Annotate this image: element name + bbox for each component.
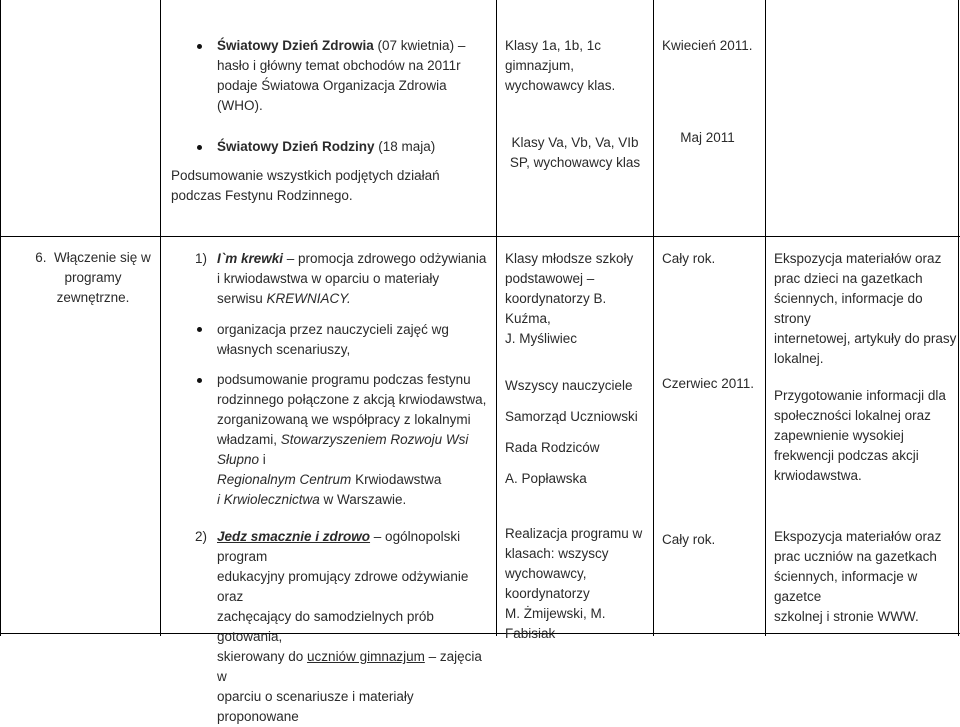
event-summary: Podsumowanie wszystkich podjętych działań podczas Festynu Rodzinnego. bbox=[171, 168, 440, 203]
date-cell: Cały rok. bbox=[662, 532, 716, 547]
event-title: Światowy Dzień Zdrowia bbox=[217, 38, 374, 53]
result-cell: Ekspozycja materiałów oraz prac dzieci na gazetkach ściennych, informacje do strony internetowej, artykuły do prasy lokalnej. bbox=[774, 251, 957, 366]
bullet-icon bbox=[197, 44, 202, 49]
program-source: KREWNIACY. bbox=[266, 291, 351, 306]
result-cell: Przygotowanie informacji dla społeczności lokalnej oraz zapewnienie wysokiej frekwencji podczas akcji krwiodawstwa. bbox=[774, 388, 946, 483]
bullet-icon bbox=[197, 145, 202, 150]
responsible-cell bbox=[505, 36, 645, 96]
task-number: 2) bbox=[195, 529, 208, 544]
task-subitem: podsumowanie programu podczas festynu rodzinnego połączone z akcją krwiodawstwa, zorganizowaną we współpracy z lokalnymi władzami, Stowarzyszeniem Rozwoju Wsi Słupno i Regionalnym Centrum Krwiodawstwa i Krwiolecznictwa w Warszawie. bbox=[217, 372, 487, 507]
responsible-cell: Realizacja programu w klasach: wszyscy wychowawcy, koordynatorzy M. Żmijewski, M. Fabisiak bbox=[505, 526, 643, 641]
task-subitem: organizacja przez nauczycieli zajęć wg własnych scenariuszy, bbox=[217, 322, 449, 357]
table-row-divider bbox=[0, 236, 960, 237]
program-title: Jedz smacznie i zdrowo bbox=[217, 529, 371, 544]
event-cell bbox=[217, 36, 487, 116]
event-cell bbox=[217, 137, 487, 157]
table-left-border bbox=[0, 0, 1, 636]
responsible-cell: Klasy młodsze szkoły podstawowej – koordynatorzy B. Kuźma, J. Myśliwiec bbox=[505, 251, 634, 346]
responsible-cell: Wszyscy nauczyciele Samorząd Uczniowski Rada Rodziców A. Popławska bbox=[505, 378, 638, 486]
bullet-icon bbox=[197, 378, 202, 383]
item-name: Włączenie się w programy zewnętrzne. bbox=[54, 250, 151, 305]
task-description: I`m krewki – promocja zdrowego odżywiania i krwiodawstwa w oparciu o materiały serwisu KREWNIACY. bbox=[217, 251, 487, 306]
item-number: 6. bbox=[35, 250, 47, 265]
event-title: Światowy Dzień Rodziny bbox=[217, 139, 375, 154]
task-description: Jedz smacznie i zdrowo – ogólnopolski program edukacyjny promujący zdrowe odżywianie oraz zachęcający do samodzielnych prób gotowania, skierowany do uczniów gimnazjum – zajęcia w oparciu o scenariusze i materiały proponowane bbox=[217, 529, 482, 724]
date-text: Maj 2011 bbox=[680, 130, 735, 145]
program-title: I`m krewki bbox=[217, 251, 284, 266]
event-description: (18 maja) bbox=[374, 139, 436, 154]
table-col-divider bbox=[765, 0, 766, 636]
responsible-text: Klasy Va, Vb, Va, VIb SP, wychowawcy klas bbox=[509, 135, 641, 170]
table-col-divider bbox=[496, 0, 497, 636]
item-name-cell bbox=[28, 248, 158, 308]
table-right-border bbox=[958, 0, 959, 636]
task-number: 1) bbox=[195, 251, 208, 266]
responsible-cell bbox=[500, 133, 650, 173]
date-cell: Czerwiec 2011. bbox=[662, 376, 755, 391]
date-cell bbox=[662, 36, 762, 56]
result-cell: Ekspozycja materiałów oraz prac uczniów na gazetkach ściennych, informacje w gazetce szkolnej i stronie WWW. bbox=[774, 529, 942, 624]
responsible-text: Klasy 1a, 1b, 1c gimnazjum, wychowawcy klas. bbox=[505, 38, 616, 93]
bullet-icon bbox=[197, 327, 202, 332]
date-cell bbox=[655, 128, 760, 148]
date-cell: Cały rok. bbox=[662, 251, 716, 266]
table-col-divider bbox=[160, 0, 161, 636]
date-text: Kwiecień 2011. bbox=[662, 38, 753, 53]
event-description: (07 kwietnia) – hasło i główny temat obchodów na 2011r podaje Światowa Organizacja Zdrowia (WHO). bbox=[217, 38, 466, 113]
